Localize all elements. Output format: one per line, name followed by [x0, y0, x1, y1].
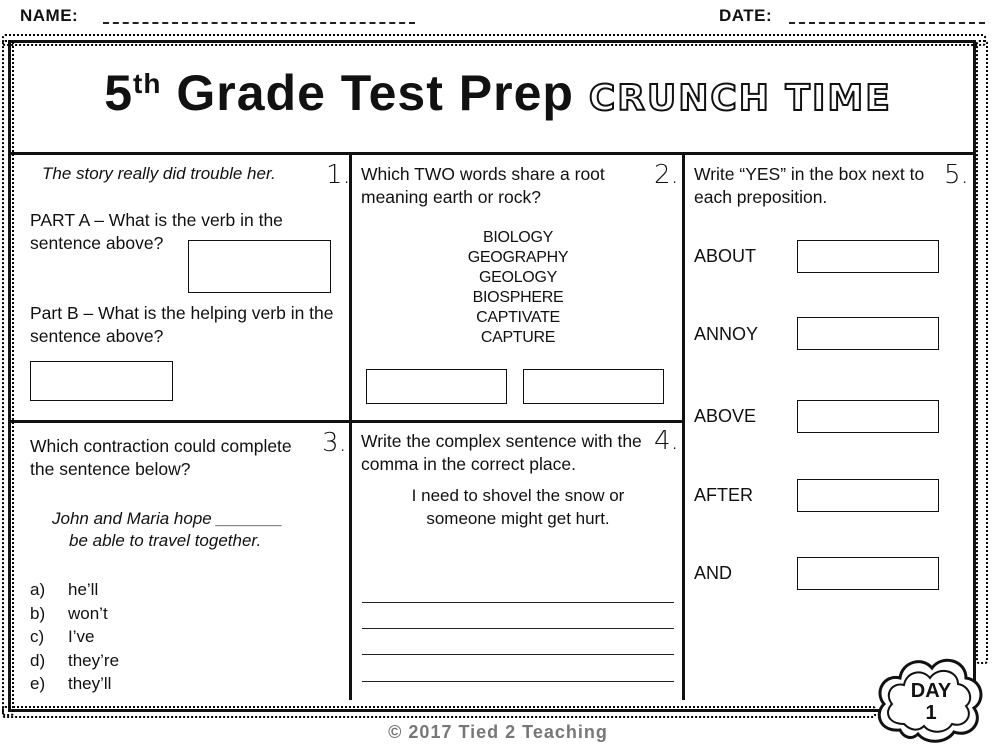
q2-word-list	[368, 228, 668, 348]
q3-number: 3.	[322, 428, 347, 458]
q5-answer-box-above[interactable]	[797, 400, 939, 433]
crunch-time-logo: CRUNCH TIME	[588, 78, 892, 119]
q3-option-letter: a)	[30, 580, 46, 599]
day-badge	[898, 680, 964, 724]
q5-word-above: ABOVE	[694, 406, 757, 426]
q5-answer-box-about[interactable]	[797, 240, 939, 273]
q3-prompt: Which contraction could complete the sentence below?	[30, 436, 292, 479]
q2-number: 2.	[654, 160, 679, 190]
grid-line-middle	[10, 420, 684, 423]
grid-line-left	[349, 152, 352, 700]
q5-word-and: AND	[694, 563, 733, 583]
day-label: DAY	[910, 680, 952, 702]
name-label: NAME:	[20, 6, 79, 25]
q3-option-letter: c)	[30, 627, 45, 646]
q3-option-text: they’ll	[68, 674, 112, 693]
q1-part-a-answer-box[interactable]	[188, 240, 331, 293]
day-number: 1	[925, 702, 937, 724]
q4-answer-line-2[interactable]	[362, 628, 674, 629]
q4-answer-line-4[interactable]	[362, 681, 674, 682]
q1-sentence: The story really did trouble her.	[42, 164, 276, 183]
q3-option[interactable]	[30, 625, 119, 649]
date-label: DATE:	[719, 6, 773, 25]
q2-word: CAPTIVATE	[476, 309, 560, 326]
q4-prompt: Write the complex sentence with the comma in the correct place.	[361, 431, 642, 474]
ring-border-right	[976, 40, 988, 664]
q4-answer-line-1[interactable]	[362, 602, 674, 603]
q5-answer-box-after[interactable]	[797, 479, 939, 512]
q5-word-annoy: ANNOY	[694, 324, 759, 344]
title-grade-suffix: th	[133, 68, 162, 99]
q5-prompt: Write “YES” in the box next to each preposition.	[694, 164, 925, 207]
date-line[interactable]	[789, 22, 985, 24]
q5-number: 5.	[944, 160, 969, 190]
q2-word: BIOLOGY	[483, 229, 553, 246]
q2-word: BIOSPHERE	[472, 289, 564, 306]
q3-option-letter: d)	[30, 650, 46, 670]
q1-number: 1.	[326, 160, 351, 190]
q5-answer-box-annoy[interactable]	[797, 317, 939, 350]
grid-line-top	[10, 152, 976, 155]
q3-option[interactable]	[30, 649, 119, 673]
q2-prompt: Which TWO words share a root meaning earth or rock?	[361, 164, 605, 207]
q1-part-b-answer-box[interactable]	[30, 361, 173, 401]
q3-sentence-line2: be able to travel together.	[69, 531, 262, 550]
ring-border-bottom	[2, 706, 876, 718]
title-rest: Grade Test Prep	[176, 65, 574, 121]
q3-sentence-line1: John and Maria hope _______	[52, 509, 283, 528]
q2-word: CAPTURE	[480, 329, 556, 346]
q4-number: 4.	[654, 426, 679, 456]
title-grade: 5	[104, 65, 134, 121]
page-title	[0, 64, 996, 122]
q4-sentence: I need to shovel the snow or someone might get hurt.	[411, 486, 625, 528]
q3-option[interactable]	[30, 578, 119, 602]
q2-answer-box-1[interactable]	[366, 369, 507, 404]
q3-option-text: I’ve	[68, 627, 95, 646]
q1-part-a: PART A – What is the verb in the sentence above?	[30, 210, 283, 253]
q3-option[interactable]	[30, 602, 119, 626]
q3-options	[30, 578, 119, 696]
grid-line-right	[682, 152, 685, 700]
q3-option-letter: e)	[30, 674, 46, 693]
q2-word: GEOGRAPHY	[467, 249, 569, 266]
q1-part-b: Part B – What is the helping verb in the sentence above?	[30, 303, 334, 346]
q3-option-letter: b)	[30, 603, 46, 623]
ring-border-left	[2, 40, 14, 716]
copyright-footer: © 2017 Tied 2 Teaching	[388, 722, 608, 742]
q3-option-text: they’re	[68, 650, 120, 670]
q3-option-text: he’ll	[68, 580, 99, 599]
q2-answer-box-2[interactable]	[523, 369, 664, 404]
ring-border-top	[2, 34, 986, 46]
q4-answer-line-3[interactable]	[362, 654, 674, 655]
q5-answer-box-and[interactable]	[797, 557, 939, 590]
q2-word: GEOLOGY	[479, 269, 557, 286]
q5-word-after: AFTER	[694, 485, 754, 505]
q3-option-text: won’t	[68, 603, 108, 623]
q3-option[interactable]	[30, 672, 119, 696]
q5-word-about: ABOUT	[694, 246, 757, 266]
name-line[interactable]	[103, 22, 415, 24]
